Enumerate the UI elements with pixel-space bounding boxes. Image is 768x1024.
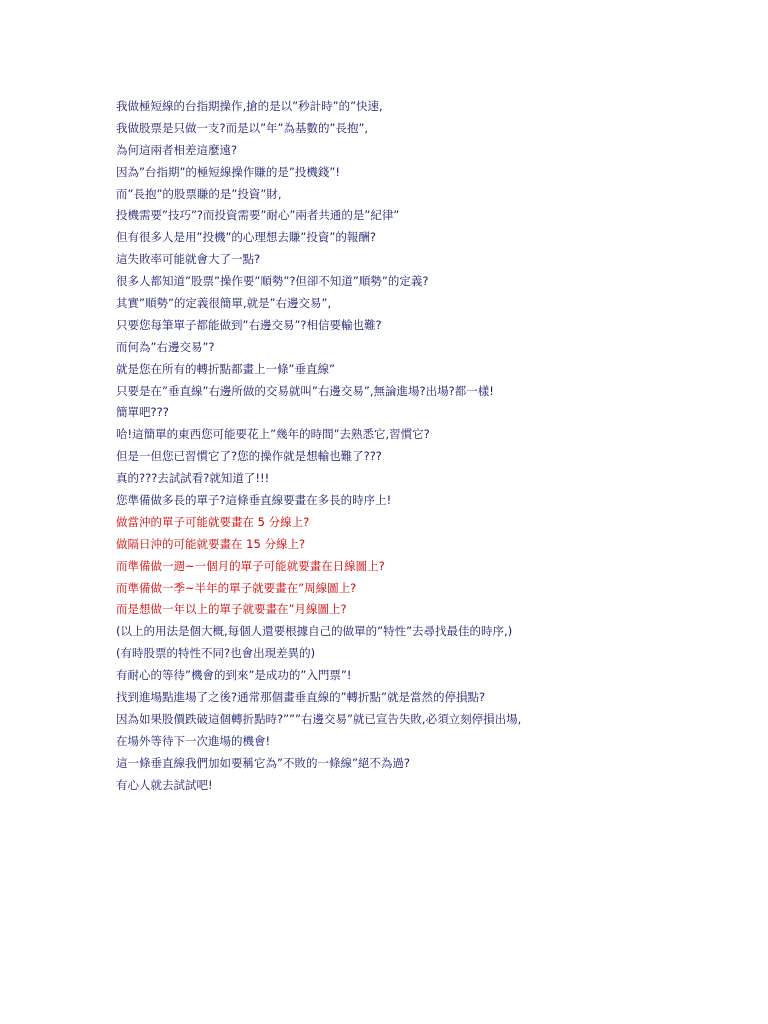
- text-line: 只要是在”垂直線”右邊所做的交易就叫”右邊交易”,無論進場?出場?都一樣!: [116, 383, 494, 398]
- text-line: 在場外等待下一次進場的機會!: [116, 733, 271, 748]
- text-line: 很多人都知道”股票”操作要”順勢”?但卻不知道”順勢”的定義?: [116, 274, 429, 289]
- text-line: 有心人就去試試吧!: [116, 777, 213, 792]
- text-line: 因為如果股價跌破這個轉折點時?”””右邊交易”就已宣告失敗,必須立刻停損出場,: [116, 711, 522, 726]
- text-line: 我做極短線的台指期操作,搶的是以”秒計時”的”快速,: [116, 99, 383, 113]
- text-line: 有耐心的等待”機會的到來”是成功的”入門票”!: [116, 668, 352, 683]
- text-line: 因為”台指期”的極短線操作賺的是”投機錢”!: [116, 164, 340, 179]
- text-body: [116, 96, 736, 797]
- highlighted-text-line: 做當沖的單子可能就要畫在 5 分線上?: [116, 514, 310, 529]
- highlighted-text-line: 而準備做一季~半年的單子就要畫在”周線圖上?: [116, 580, 357, 595]
- text-line: 只要您每筆單子都能做到”右邊交易”?相信要輸也難?: [116, 317, 382, 332]
- text-line: 哈!這簡單的東西您可能要花上”幾年的時間”去熟悉它,習慣它?: [116, 427, 430, 442]
- text-line: (有時股票的特性不同?也會出現差異的): [116, 646, 316, 661]
- text-line: 為何這兩者相差這麼遠?: [116, 142, 238, 157]
- text-line: 其實”順勢”的定義很簡單,就是”右邊交易”,: [116, 296, 332, 311]
- text-line: 真的???去試試看?就知道了!!!: [116, 471, 270, 486]
- text-line: 這失敗率可能就會大了一點?: [116, 252, 261, 267]
- text-line: 而何為”右邊交易”?: [116, 339, 215, 354]
- text-line: 我做股票是只做一支?而是以”年”為基數的”長抱”,: [116, 120, 369, 135]
- text-line: 就是您在所有的轉折點都畫上一條”垂直線”: [116, 361, 335, 376]
- text-line: 而”長抱”的股票賺的是”投資”財,: [116, 186, 282, 201]
- text-line: 但有很多人是用”投機”的心理想去賺”投資”的報酬?: [116, 230, 376, 245]
- text-line: 您準備做多長的單子?這條垂直線要畫在多長的時序上!: [116, 493, 392, 508]
- text-line: (以上的用法是個大概,每個人還要根據自己的做單的”特性”去尋找最佳的時序,): [116, 624, 513, 639]
- text-line: 找到進場點進場了之後?通常那個畫垂直線的”轉折點”就是當然的停損點?: [116, 690, 486, 705]
- text-line: 但是一但您已習慣它了?您的操作就是想輸也難了???: [116, 449, 382, 464]
- highlighted-text-line: 而是想做一年以上的單子就要畫在”月線圖上?: [116, 602, 347, 617]
- highlighted-text-line: 做隔日沖的可能就要畫在 15 分線上?: [116, 536, 306, 551]
- text-line: 投機需要”技巧”?而投資需要”耐心”兩者共通的是”紀律”: [116, 208, 400, 223]
- text-line: 簡單吧???: [116, 405, 169, 420]
- text-line: 這一條垂直線我們加如要稱它為”不敗的一條線”絕不為過?: [116, 755, 411, 770]
- highlighted-text-line: 而準備做一週~一個月的單子可能就要畫在日線圖上?: [116, 558, 385, 573]
